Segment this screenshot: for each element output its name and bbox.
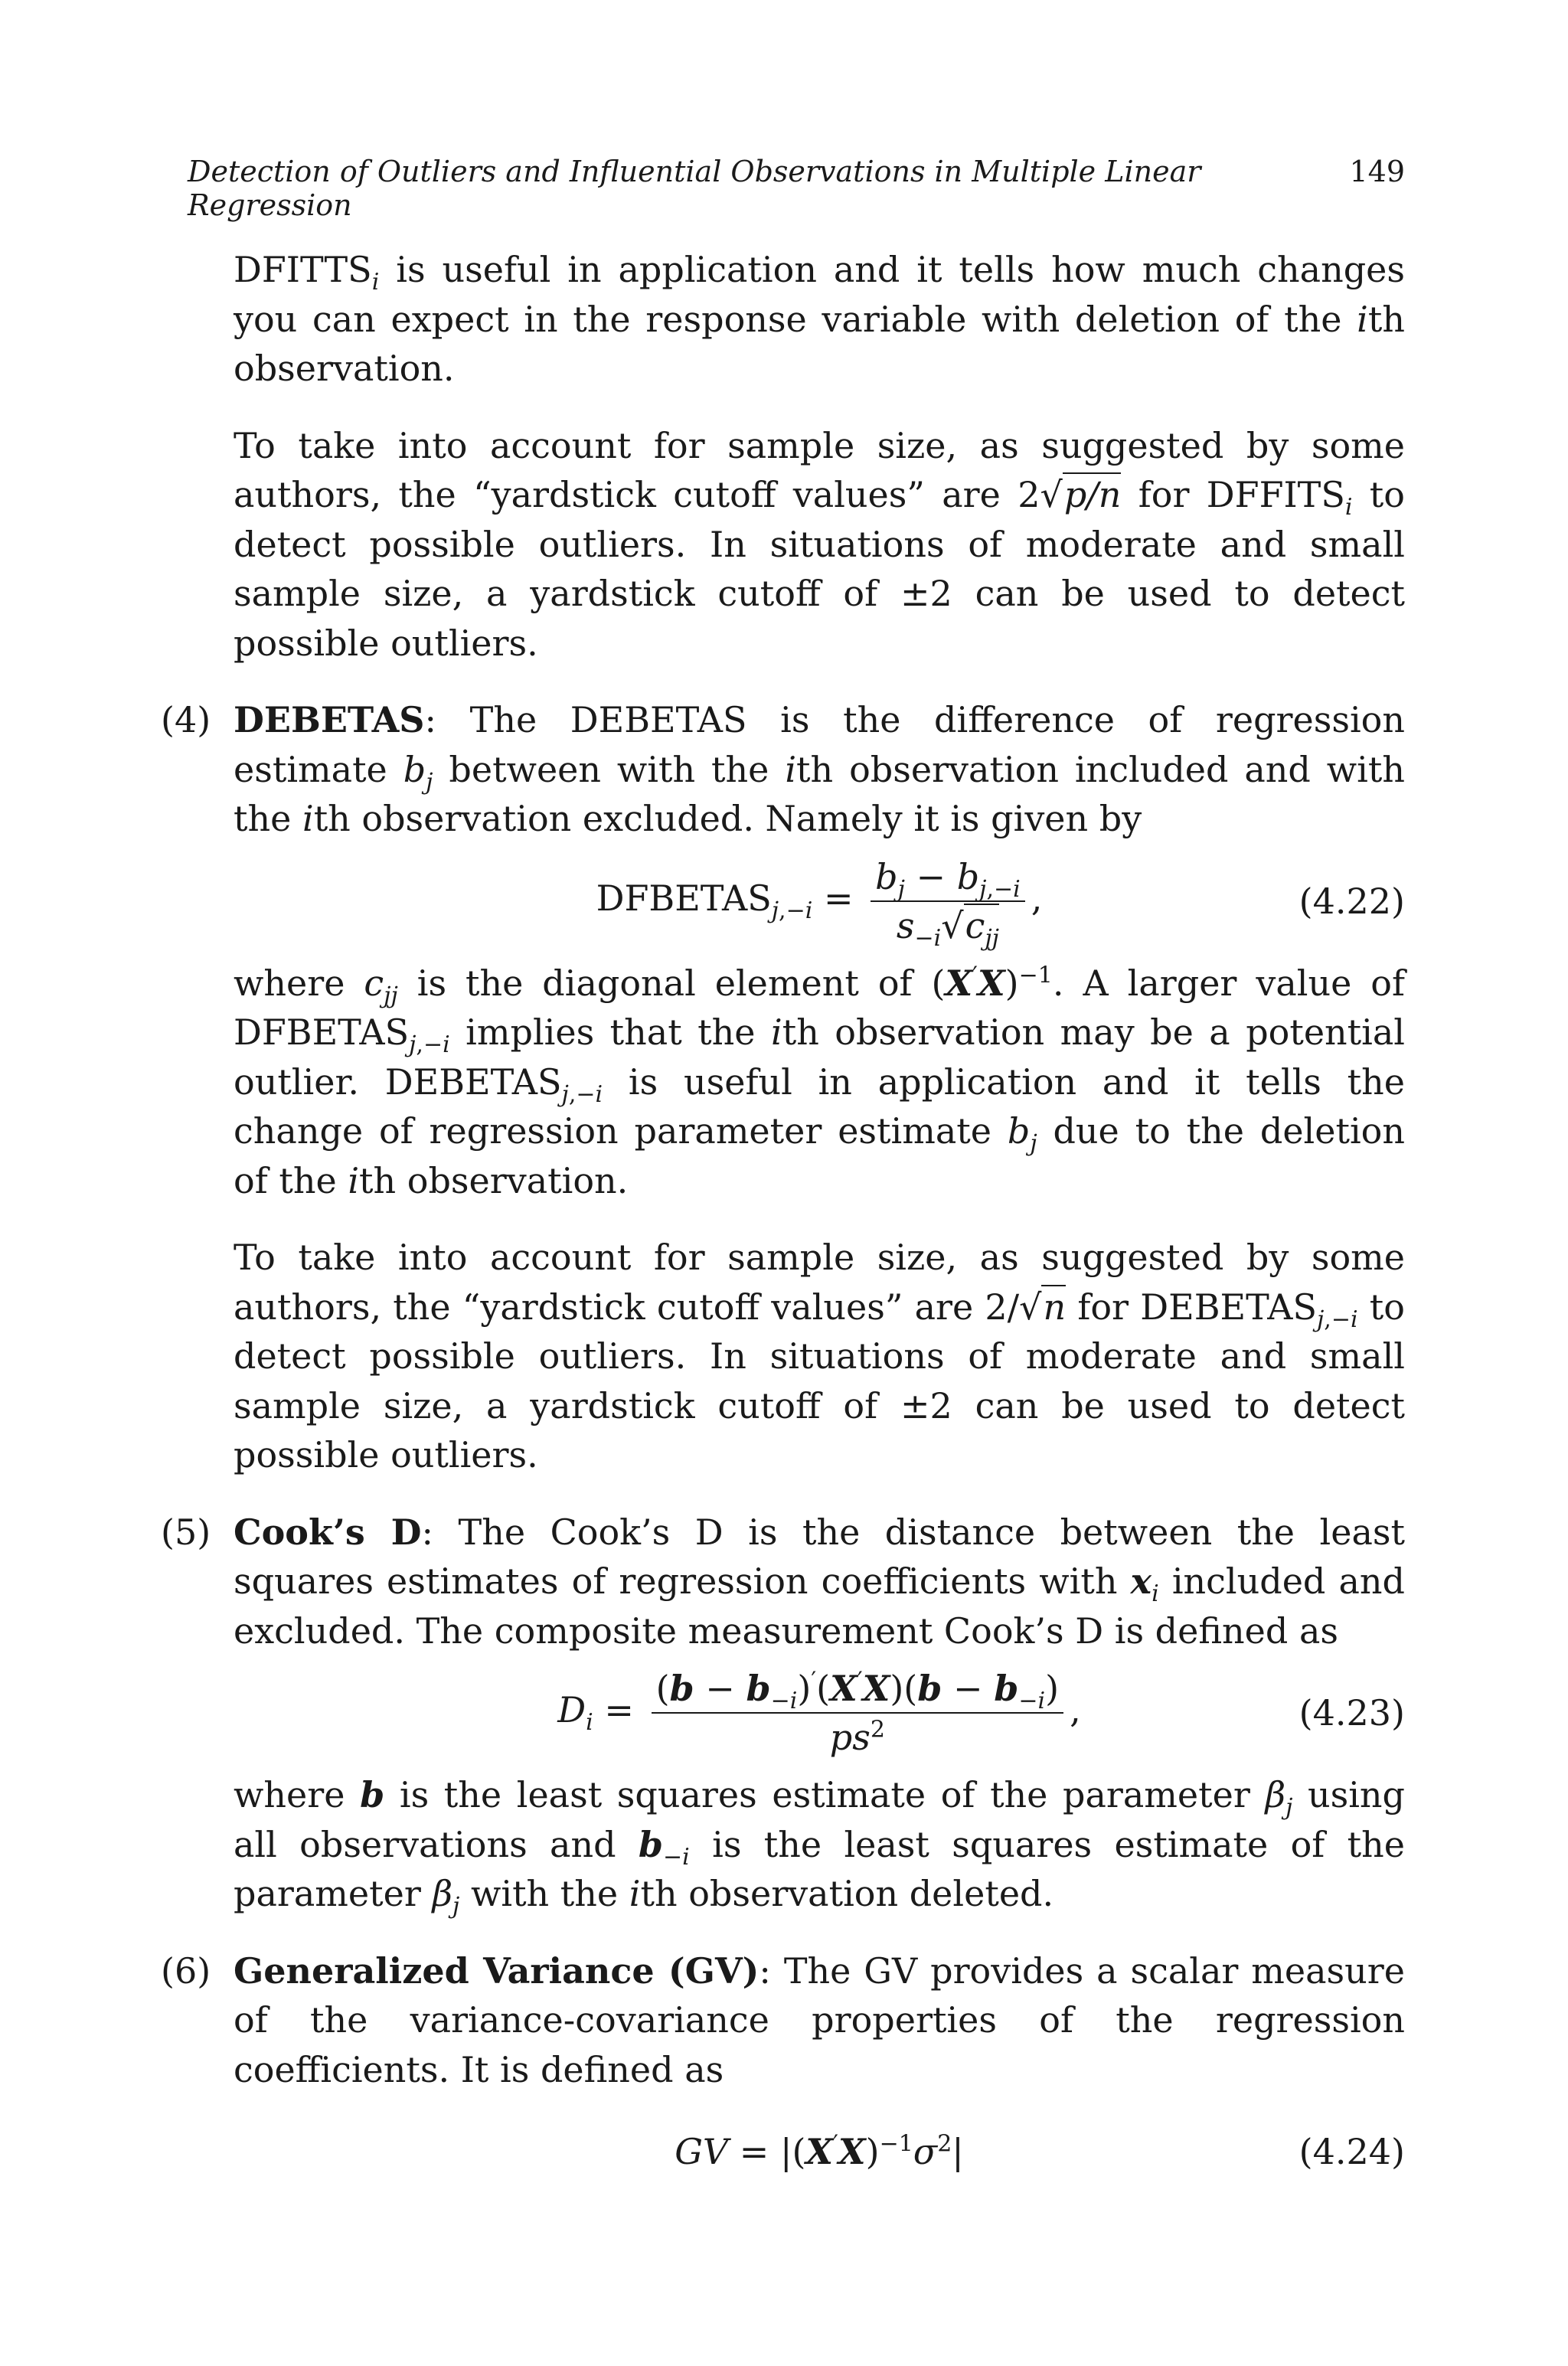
term-debetas: DEBETAS — [234, 699, 425, 740]
paragraph-cooks-d-definition: Cook’s D: The Cook’s D is the distance between the least squares estimates of regression coefficients with $x_i$ included and excluded. The composite measurement Cook’s D is defined as — [234, 1511, 1406, 1652]
list-item-debetas — [161, 695, 1406, 1480]
paragraph-gv-definition: Generalized Variance (GV): The GV provides a scalar measure of the variance-covariance properties of the regression coefficients. It is defined as — [234, 1949, 1405, 2090]
running-head — [188, 155, 1405, 222]
equation-4-22: $DFBETAS_{j,-i}$ = $\frac{b_j - b_{j,-i}}{s_{-i}√c_{jj}}$ , (4.22) — [596, 855, 1405, 952]
equation-number: (4.22) — [1298, 880, 1405, 922]
page-body — [161, 245, 1406, 2209]
list-item-generalized-variance — [161, 1946, 1405, 2210]
list-number: (6) — [161, 1949, 211, 1992]
list-number: (4) — [161, 699, 211, 740]
paragraph-debetas-cutoff: To take into account for sample size, as suggested by some authors, the “yardstick cutoff values” are 2/√n for $DEBETAS_{j,-i}$ to detect possible outliers. In situations of moderate and small sample size, a yardstick cutoff of ±2 can be used to detect possible outliers. — [234, 1237, 1405, 1475]
list-number: (5) — [161, 1511, 211, 1553]
equation-4-23: $D_i$ = $\frac{(b - b_{-i})'(X'X)(b - b_{-i})}{ps^2}$ , (4.23) — [557, 1667, 1405, 1758]
paragraph-debetas-definition: DEBETAS: The DEBETAS is the difference of regression estimate $b_j$ between with the ith observation included and with the ith observation excluded. Namely it is given by — [234, 699, 1405, 839]
equation-4-24: GV = $|(X'X)^{-1}\sigma^2|$ (4.24) — [675, 2130, 1405, 2172]
equation-number: (4.23) — [1298, 1692, 1405, 1734]
equation-number: (4.24) — [1298, 2131, 1405, 2172]
paragraph-dffits-cutoff: To take into account for sample size, as suggested by some authors, the “yardstick cutoff values” are 2√p/n for $DFFITS_i$ to detect possible outliers. In situations of moderate and small sample size, a yardstick cutoff of ±2 can be used to detect possible outliers. — [234, 424, 1405, 664]
term-gv: Generalized Variance (GV) — [234, 1949, 760, 1992]
running-head-title: Detection of Outliers and Influential Observations in Multiple Linear Regression — [188, 155, 1201, 222]
paragraph-cooks-d-where: where b is the least squares estimate of the parameter $\beta_j$ using all observations and $b_{-i}$ is the least squares estimate of the parameter $\beta_j$ with the ith observation deleted. — [234, 1774, 1406, 1920]
list-item-cooks-d — [161, 1508, 1406, 1920]
term-cooks-d: Cook’s D — [234, 1511, 422, 1553]
paragraph-dfitts-use: $DFITTS_i$ is useful in application and it tells how much changes you can expect in the response variable with deletion of the ith observation. — [234, 249, 1405, 389]
page-number: 149 — [1349, 155, 1405, 188]
paragraph-debetas-where: where $c_{jj}$ is the diagonal element of $(X'X)^{-1}$. A larger value of $DFBETAS_{j,-i}$ implies that the ith observation may be a potential outlier. $DEBETAS_{j,-i}$ is useful in application and it tells the change of regression parameter estimate $b_j$ due to the deletion of the ith observation. — [234, 962, 1406, 1201]
